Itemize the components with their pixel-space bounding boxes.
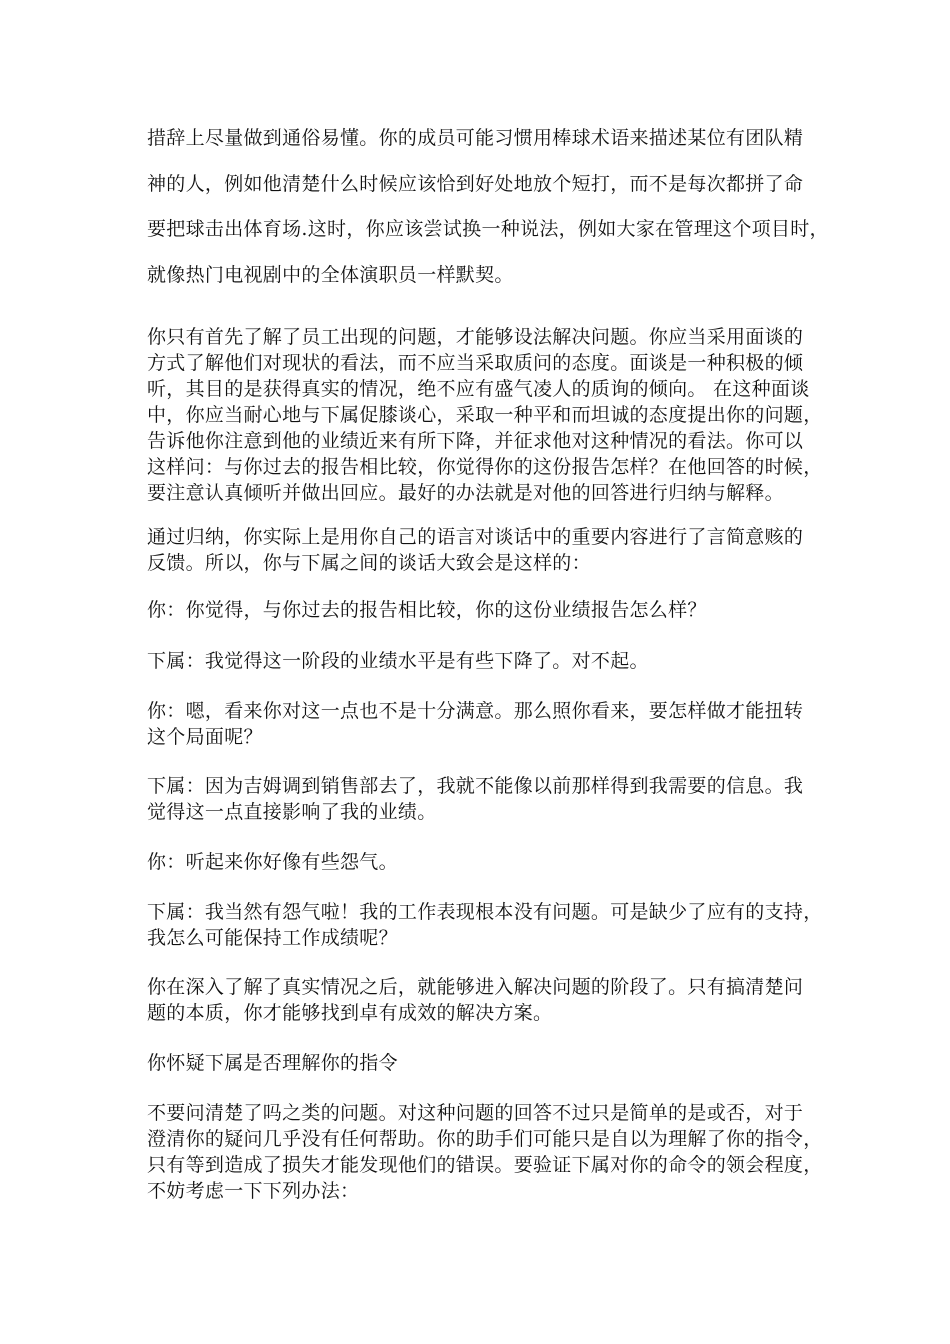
text-line: 要把球击出体育场.这时，你应该尝试换一种说法，例如大家在管理这个项目时， — [147, 218, 829, 240]
text-line: 听，其目的是获得真实的情况，绝不应有盛气凌人的质询的倾向。 在这种面谈 — [147, 378, 810, 400]
text-line: 措辞上尽量做到通俗易懂。你的成员可能习惯用棒球术语来描述某位有团队精 — [147, 127, 804, 149]
text-line: 不要问清楚了吗之类的问题。对这种问题的回答不过只是简单的是或否，对于 — [147, 1102, 804, 1124]
text-line: 题的本质，你才能够找到卓有成效的解决方案。 — [147, 1002, 553, 1024]
text-line: 神的人，例如他清楚什么时候应该恰到好处地放个短打，而不是每次都拼了命 — [147, 173, 804, 195]
text-line: 通过归纳，你实际上是用你自己的语言对谈话中的重要内容进行了言简意赅的 — [147, 526, 804, 548]
text-line: 澄清你的疑问几乎没有任何帮助。你的助手们可能只是自以为理解了你的指令， — [147, 1128, 823, 1150]
text-line: 不妨考虑一下下列办法： — [147, 1180, 360, 1202]
dialogue-line: 下属：我觉得这一阶段的业绩水平是有些下降了。对不起。 — [147, 650, 649, 672]
text-line: 要注意认真倾听并做出回应。最好的办法就是对他的回答进行归纳与解释。 — [147, 482, 784, 504]
text-line: 这样问：与你过去的报告相比较，你觉得你的这份报告怎样？在他回答的时候， — [147, 456, 823, 478]
dialogue-line: 你：听起来你好像有些怨气。 — [147, 851, 398, 873]
text-line: 只有等到造成了损失才能发现他们的错误。要验证下属对你的命令的领会程度， — [147, 1154, 823, 1176]
text-line: 反馈。所以，你与下属之间的谈话大致会是这样的： — [147, 552, 591, 574]
dialogue-line: 你：你觉得，与你过去的报告相比较，你的这份业绩报告怎么样？ — [147, 599, 707, 621]
text-line: 你在深入了解了真实情况之后，就能够进入解决问题的阶段了。只有搞清楚问 — [147, 976, 804, 998]
text-line: 方式了解他们对现状的看法，而不应当采取质问的态度。面谈是一种积极的倾 — [147, 352, 804, 374]
text-line: 中，你应当耐心地与下属促膝谈心，采取一种平和而坦诚的态度提出你的问题， — [147, 404, 823, 426]
text-line: 你只有首先了解了员工出现的问题，才能够设法解决问题。你应当采用面谈的 — [147, 326, 804, 348]
text-line: 告诉他你注意到他的业绩近来有所下降，并征求他对这种情况的看法。你可以 — [147, 430, 804, 452]
dialogue-line: 你：嗯，看来你对这一点也不是十分满意。那么照你看来，要怎样做才能扭转 — [147, 700, 804, 722]
dialogue-line: 这个局面呢？ — [147, 726, 263, 748]
dialogue-line: 下属：因为吉姆调到销售部去了，我就不能像以前那样得到我需要的信息。我 — [147, 775, 804, 797]
dialogue-line: 我怎么可能保持工作成绩呢？ — [147, 927, 398, 949]
dialogue-line: 觉得这一点直接影响了我的业绩。 — [147, 801, 437, 823]
text-line: 就像热门电视剧中的全体演职员一样默契。 — [147, 264, 514, 286]
dialogue-line: 下属：我当然有怨气啦！我的工作表现根本没有问题。可是缺少了应有的支持， — [147, 901, 823, 923]
section-heading: 你怀疑下属是否理解你的指令 — [147, 1052, 398, 1074]
